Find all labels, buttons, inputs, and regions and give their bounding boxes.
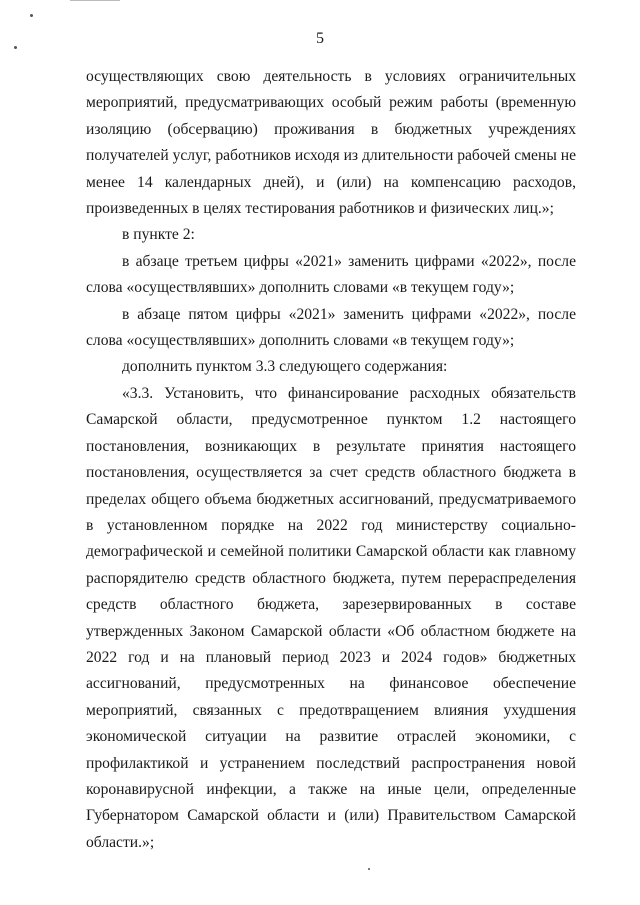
paragraph-add-point: дополнить пунктом 3.3 следующего содержания: <box>122 358 448 376</box>
paragraph-point-2: в пункте 2: <box>122 226 195 244</box>
document-body <box>86 64 576 856</box>
paragraph-fifth-abzac: в абзаце пятом цифры «2021» заменить цифрами «2022», после слова «осуществлявших» дополнить словами «в текущем году»; <box>86 305 576 350</box>
scan-speck <box>368 868 370 870</box>
scan-speck <box>30 14 33 17</box>
paragraph-point-3-3: «3.3. Установить, что финансирование расходных обязательств Самарской области, предусмотренное пунктом 1.2 настоящего постановления, возникающих в результате принятия настоящего постановления, осуществляется за счет средств областного бюджета в пределах общего объема бюджетных ассигнований, предусматриваемого в установленном порядке на 2022 год министерству социально-демографической и семейной политики Самарской области как главному распорядителю средств областного бюджета, путем перераспределения средств областного бюджета, зарезервированных в составе утвержденных Законом Самарской области «Об областном бюджете на 2022 год и на плановый период 2023 и 2024 годов» бюджетных ассигнований, предусмотренных на финансовое обеспечение мероприятий, связанных с предотвращением влияния ухудшения экономической ситуации на развитие отраслей экономики, с профилактикой и устранением последствий распространения новой коронавирусной инфекции, а также на иные цели, определенные Губернатором Самарской области и (или) Правительством Самарской области.»; <box>86 384 576 851</box>
scan-edge-line <box>70 0 120 1</box>
paragraph-continuation: осуществляющих свою деятельность в условиях ограничительных мероприятий, предусматривающих особый режим работы (временную изоляцию (обсервацию) проживания в бюджетных учреждениях получателей услуг, работников исходя из длительности рабочей смены не менее 14 календарных дней), и (или) на компенсацию расходов, произведенных в целях тестирования работников и физических лиц.»; <box>86 68 576 218</box>
page-number: 5 <box>316 30 324 47</box>
paragraph-third-abzac: в абзаце третьем цифры «2021» заменить цифрами «2022», после слова «осуществлявших» дополнить словами «в текущем году»; <box>86 252 576 297</box>
